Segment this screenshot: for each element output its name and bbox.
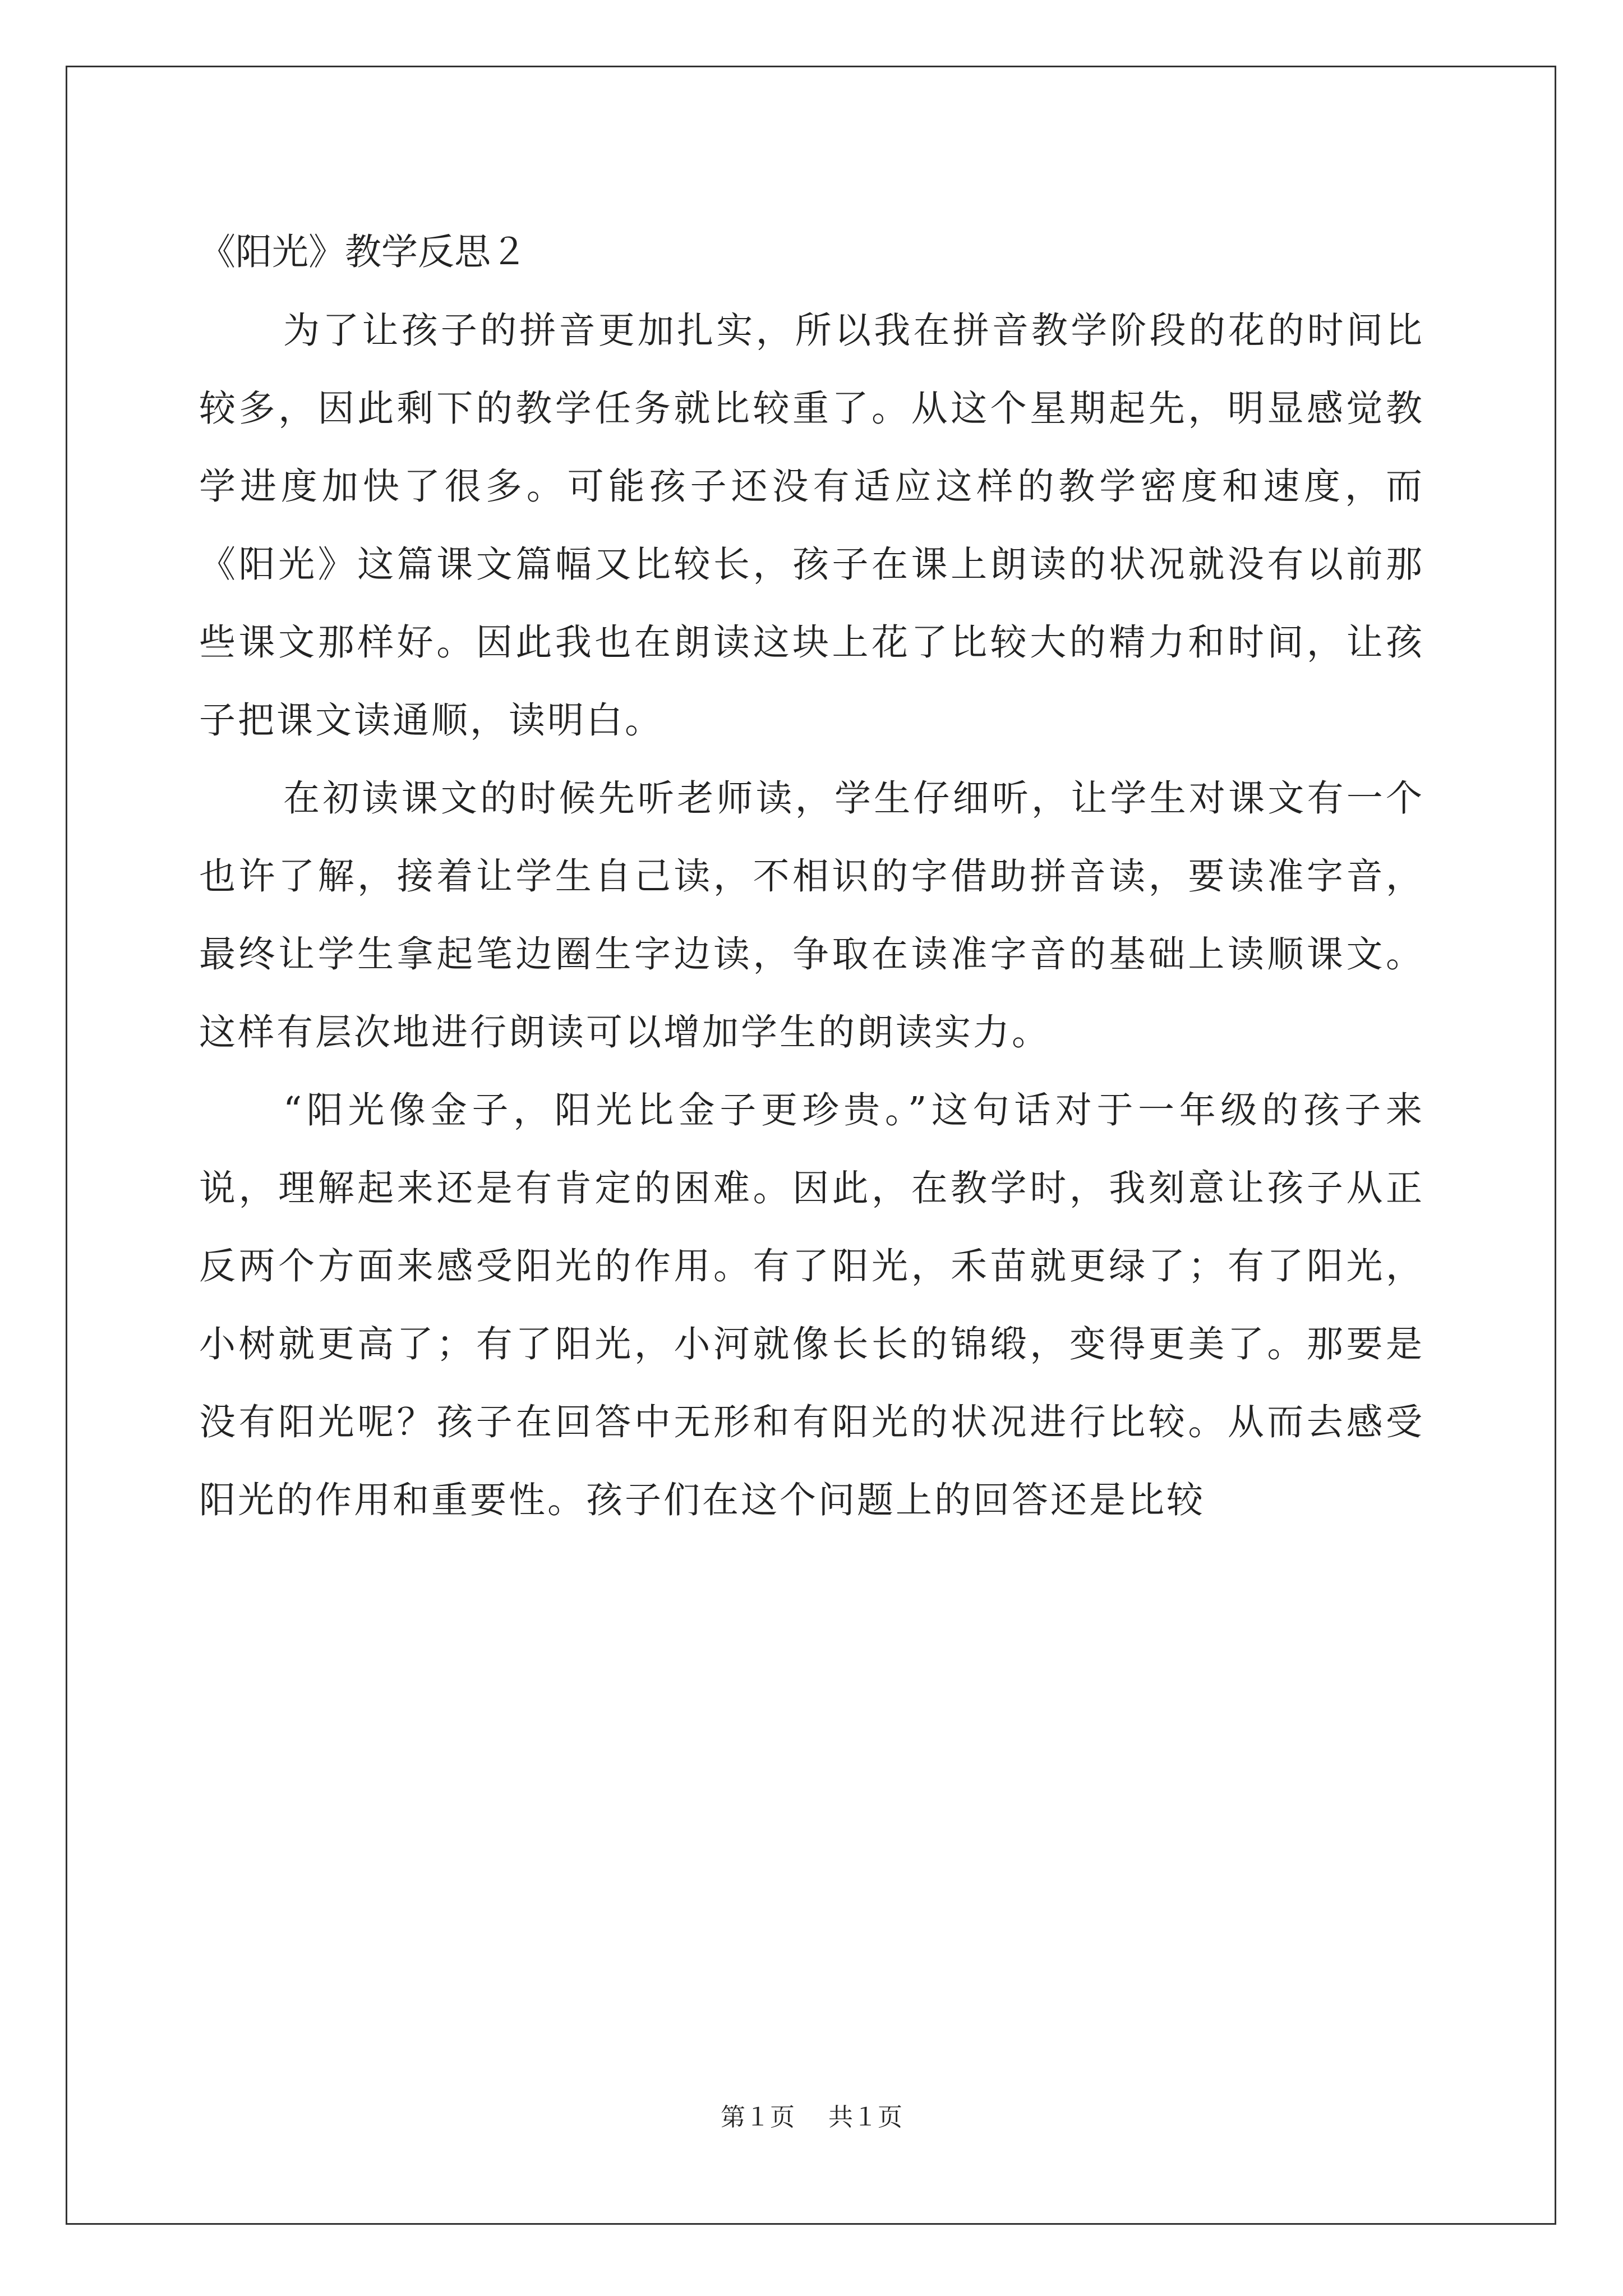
- page-total: 共１页: [828, 2103, 902, 2132]
- document-title: 《阳光》教学反思２: [199, 231, 528, 273]
- page-footer: [0, 2101, 1623, 2134]
- document-body: [199, 213, 1424, 1539]
- paragraph-2: 在初读课文的时候先听老师读，学生仔细听，让学生对课文有一个也许了解，接着让学生自己读，不相识的字借助拼音读，要读准字音，最终让学生拿起笔边圈生字边读，争取在读准字音的基础上读顺课文。这样有层次地进行朗读可以增加学生的朗读实力。: [199, 777, 1424, 1053]
- paragraph-3: “阳光像金子，阳光比金子更珍贵。”这句话对于一年级的孩子来说，理解起来还是有肯定的困难。因此，在教学时，我刻意让孩子从正反两个方面来感受阳光的作用。有了阳光，禾苗就更绿了；有了阳光，小树就更高了；有了阳光，小河就像长长的锦缎，变得更美了。那要是没有阳光呢？孩子在回答中无形和有阳光的状况进行比较。从而去感受阳光的作用和重要性。孩子们在这个问题上的回答还是比较: [199, 1089, 1424, 1521]
- paragraph-1: 为了让孩子的拼音更加扎实，所以我在拼音教学阶段的花的时间比较多，因此剩下的教学任务就比较重了。从这个星期起先，明显感觉教学进度加快了很多。可能孩子还没有适应这样的教学密度和速度，而《阳光》这篇课文篇幅又比较长，孩子在课上朗读的状况就没有以前那些课文那样好。因此我也在朗读这块上花了比较大的精力和时间，让孩子把课文读通顺，读明白。: [199, 310, 1424, 742]
- page-number: 第１页: [721, 2103, 795, 2132]
